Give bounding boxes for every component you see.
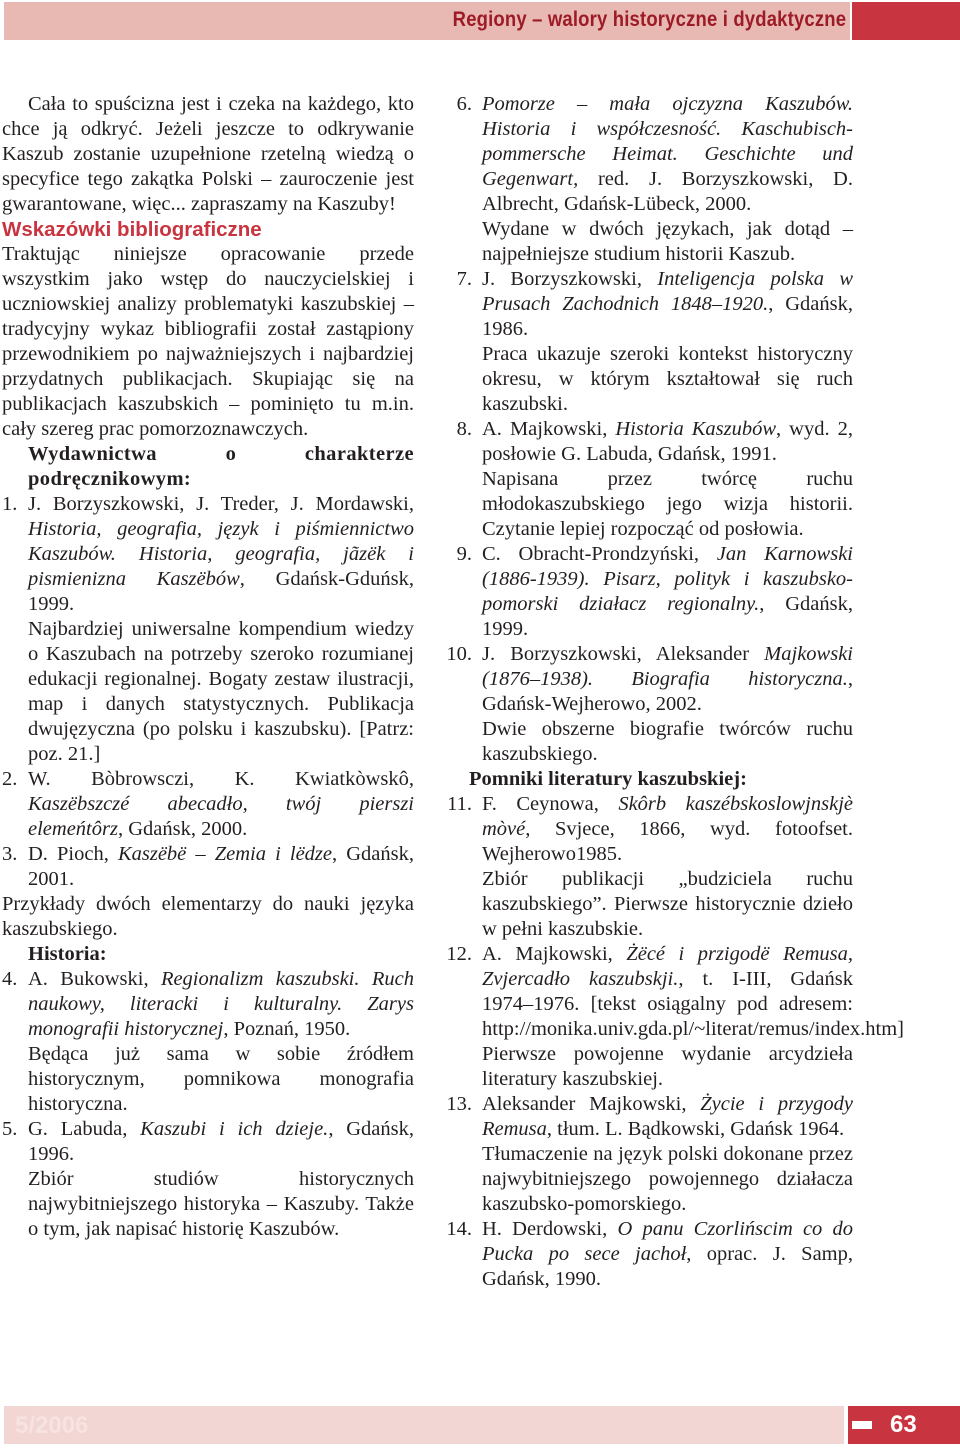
entry-publication: , Gdańsk, 2001. [28,843,414,890]
bib-entry [2,967,414,1042]
entry-title: Majkowski (1876–1938). Biografia historyczna. [482,643,853,690]
entry-authors: A. Majkowski, [482,943,627,965]
intro-paragraph: Cała to spuścizna jest i czeka na każdego, kto chce ją odkryć. Jeżeli jeszcze to odkrywanie Kaszub zostanie uzupełnione rzetelną wiedzą o specyfice tego zakątka Polski – zauroczenie jest gwarantowane, więc... zapraszamy na Kaszuby! [2,93,414,215]
entry-title: Historia Kaszubów [615,418,777,440]
entry-title: Kaszubi i ich dzieje. [140,1118,329,1140]
entry-note: Zbiór publikacji „budziciela ruchu kaszubskiego”. Pierwsze historycznie dzieło w pełni kaszubskie. [482,868,853,940]
page-footer [0,1406,960,1446]
left-column [2,92,414,1242]
entry-title: Jan Karnowski (1886-1939). Pisarz, polityk i kaszubsko-pomorski działacz regionalny. [482,543,853,615]
bib-entry [441,642,853,717]
entry-authors: H. Derdowski, [482,1218,618,1240]
entry-authors: J. Borzyszkowski, Aleksander [482,643,765,665]
entry-number: 8. [456,418,472,440]
entry-authors: J. Borzyszkowski, J. Treder, J. Mordawski, [28,493,414,515]
entry-title: Życie i przygody Remusa [482,1093,853,1140]
entry-number: 2. [2,768,18,790]
entry-authors: F. Ceynowa, [482,793,619,815]
issue-number: 5/2006 [15,1412,89,1439]
entry-publication: , Svjece, 1866, wyd. fotoofset. Wejherowo1985. [482,818,853,865]
bib-entry [441,417,853,467]
entry-title: O panu Czorlińscim co do Pucka po sece jachoł [482,1218,854,1265]
entry-title: Kaszëbszczé abecadło, twój pierszi elemeńtôrz [28,793,414,840]
entry-authors: D. Pioch, [28,843,118,865]
entry-authors: A. Bukowski, [28,968,161,990]
entry-authors: C. Obracht-Prondzyński, [482,543,717,565]
entry-publication: , Gdańsk, 1996. [28,1118,414,1165]
entry-number: 12. [446,943,472,965]
entry-publication: , Gdańsk, 1986. [482,293,854,340]
entry-note: Dwie obszerne biografie twórców ruchu kaszubskiego. [482,718,853,765]
entry-number: 7. [456,268,472,290]
entry-title: Skôrb kaszébskoslowjnskjè mòvé [482,793,853,840]
bib-entry [2,767,414,842]
entry-note: Wydane w dwóch językach, jak dotąd – najpełniejsze studium historii Kaszub. [482,218,853,265]
entry-publication: , tłum. L. Bądkowski, Gdańsk 1964. [546,1118,845,1140]
entry-publication: , Gdańsk-Wejherowo, 2002. [482,668,853,715]
section-heading: Wskazówki bibliograficzne [2,218,262,241]
entry-note: Najbardziej uniwersalne kompendium wiedzy o Kaszubach na potrzeby szeroko rozumianej edukacji regionalnej. Bogaty zestaw ilustracji, map i danych statystycznych. Publikacja dwujęzyczna (po polsku i kaszubsku). [Patrz: poz. 21.] [28,618,414,765]
bib-entry [441,792,853,867]
entry-number: 6. [456,93,472,115]
entry-number: 11. [447,793,472,815]
page-header [0,2,960,42]
entry-publication: , t. I-III, Gdańsk 1974–1976. [tekst osiągalny pod adresem: http://monika.univ.gda.pl/~literat/remus/index.htm] [482,968,904,1040]
right-column [441,92,904,1292]
entry-title: Inteligencja polska w Prusach Zachodnich 1848–1920. [482,268,853,315]
page-number: 63 [890,1411,917,1438]
entry-note: Pierwsze powojenne wydanie arcydzieła literatury kaszubskiej. [482,1043,853,1090]
section-paragraph: Traktując niniejsze opracowanie przede wszystkim jako wstęp do nauczycielskiej i uczniowskiej analizy problematyki kaszubskiej – tradycyjny wykaz bibliografii został zastąpiony przewodnikiem po najważniejszych i najbardziej przydatnych publikacjach. Skupiając się na publikacjach kaszubskich – pominięto tu m.in. cały szereg prac pomorzoznawczych. [2,243,414,440]
entry-note: Zbiór studiów historycznych najwybitniejszego historyka – Kaszuby. Także o tym, jak napisać historię Kaszubów. [28,1168,414,1240]
entry-number: 10. [446,643,472,665]
entry-authors: J. Borzyszkowski, [482,268,658,290]
bib-entry [441,1092,853,1142]
subheading-literature: Pomniki literatury kaszubskiej: [469,768,747,790]
entry-number: 14. [446,1218,472,1240]
subheading-textbooks: Wydawnictwa o charakterze podręcznikowym: [28,443,414,490]
bib-entry [441,1217,853,1292]
entry-title: Kaszëbë – Zemia i lëdze [117,843,332,865]
bib-entry [441,267,853,342]
entry-publication: , Gdańsk, 1999. [482,593,853,640]
entry-publication: , Gdańsk-Gduńsk, 1999. [28,568,414,615]
entry-authors: W. Bòbrowsczi, K. Kwiatkòwskô, [28,768,414,790]
entry-title: Historia, geografia, język i piśmiennictwo Kaszubów. Historia, geografia, jãzëk i pismienizna Kaszëbów [28,518,414,590]
subheading-history: Historia: [28,943,107,965]
entry-number: 13. [446,1093,472,1115]
entry-title: Żëcé i przigodë Remusa, Zvjercadło kaszubskji. [482,943,853,990]
entry-number: 1. [2,493,18,515]
entry-authors: Aleksander Majkowski, [482,1093,701,1115]
entry-title: Regionalizm kaszubski. Ruch naukowy, literacki i kulturalny. Zarys monografii historycznej [28,968,414,1040]
header-accent-block [852,2,960,40]
entry-authors: G. Labuda, [28,1118,141,1140]
footer-stripe [4,1406,844,1444]
entry-note: Praca ukazuje szeroki kontekst historyczny okresu, w którym kształtował się ruch kaszubski. [482,343,853,415]
entry-publication: red. J. Borzyszkowski, D. Albrecht, Gdańsk-Lübeck, 2000. [482,168,853,215]
bib-entry [441,942,904,1042]
bib-entry [2,842,414,892]
footer-dash-mark [852,1421,872,1429]
entry-number: 5. [2,1118,18,1140]
entry-number: 9. [456,543,472,565]
entry-note: Napisana przez twórcę ruchu młodokaszubskiego jego wizja historii. Czytanie lepiej rozpocząć od posłowia. [482,468,853,540]
bib-entry [2,492,414,617]
entry-note: Będąca już sama w sobie źródłem historycznym, pomnikowa monografia historyczna. [28,1043,414,1115]
entry-publication: , Gdańsk, 2000. [117,818,248,840]
running-title: Regiony – walory historyczne i dydaktyczne [452,8,846,31]
bib-entry [2,1117,414,1167]
entry-number: 4. [2,968,18,990]
entry-number: 3. [2,843,18,865]
bib-entry [441,542,853,642]
examples-note: Przykłady dwóch elementarzy do nauki języka kaszubskiego. [2,893,414,940]
entry-publication: , Poznań, 1950. [223,1018,351,1040]
entry-publication: , wyd. 2, posłowie G. Labuda, Gdańsk, 1991. [482,418,853,465]
entry-authors: A. Majkowski, [482,418,616,440]
entry-note: Tłumaczenie na język polski dokonane przez najwybitniejszego powojennego działacza kaszubsko-pomorskiego. [482,1143,853,1215]
entry-title: Pomorze – mała ojczyzna Kaszubów. Historia i współczesność. Kaschubisch-pommersche Heimat. Geschichte und Gegenwart, [482,93,853,190]
entry-publication: , oprac. J. Samp, Gdańsk, 1990. [482,1243,853,1290]
bib-entry [441,92,853,217]
